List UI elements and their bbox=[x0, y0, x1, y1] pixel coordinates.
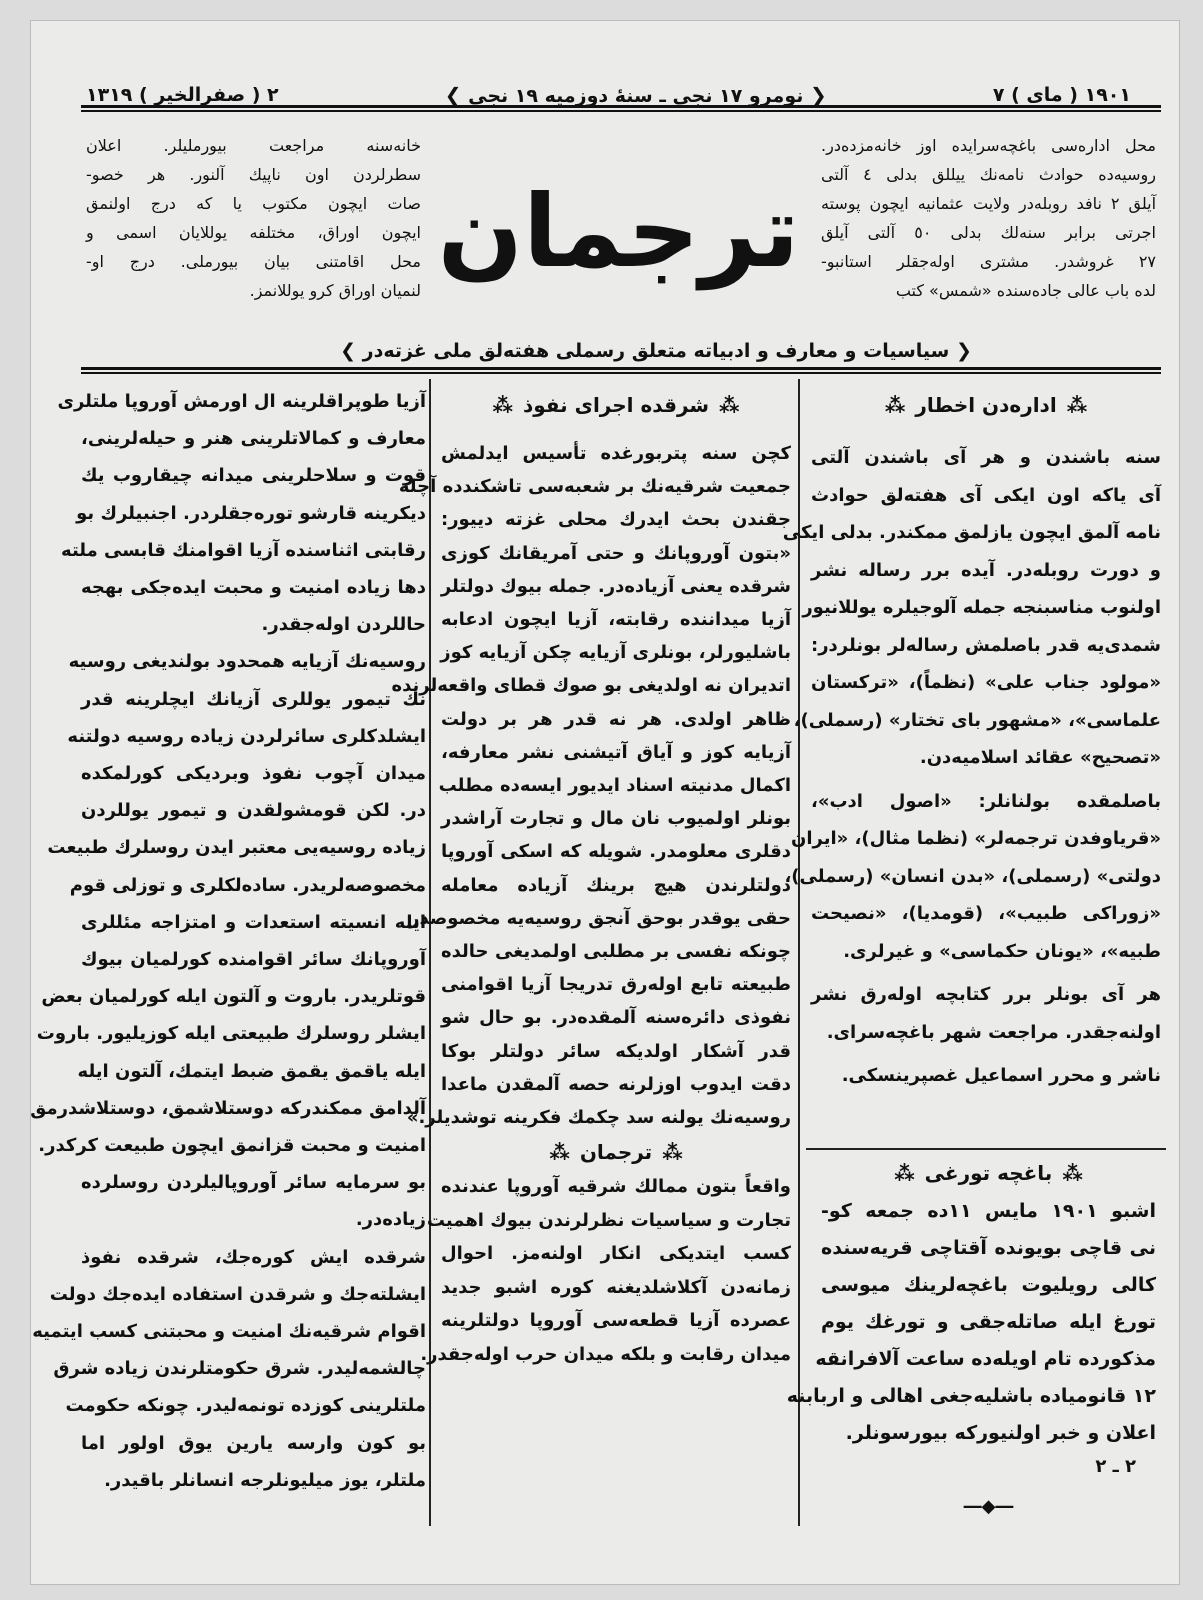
text-line: ۱۲ قانومیاده باشلیەجغی اهالی و اربابنه bbox=[786, 1385, 1156, 1407]
text-line: اکمال مدنیته اسناد ایدیور ایسەده مطلب bbox=[438, 775, 791, 797]
ornament-icon: ⁂ bbox=[884, 393, 906, 417]
auction-notice bbox=[786, 1161, 1156, 1517]
newspaper-page bbox=[30, 20, 1180, 1585]
text-line: زیاده روسیەیی معتبر ایدن روسلرك طبیعت bbox=[47, 837, 426, 859]
text-line: زیادەدر. bbox=[355, 1209, 426, 1231]
text-line: علماسی»، «مشهور بای تختار» (رسملی)، bbox=[793, 709, 1161, 731]
text-line: آزیا میداننده رقابته، آزیا ایچون ادعابه bbox=[441, 609, 791, 631]
section-heading: ⁂ باغچه تورغی ⁂ bbox=[894, 1161, 1083, 1185]
ornament-icon: ❮ bbox=[810, 83, 827, 107]
text-line: شرقده یعنی آزیادەدر. جمله بیوك دولتلر bbox=[440, 575, 791, 597]
text-line: شمدی‌یه قدر باصلمش رسالەلر بونلردر: bbox=[811, 634, 1161, 656]
double-rule bbox=[81, 105, 1161, 112]
text-line: اشبو ۱۹۰۱ مایس ۱۱ده جمعه کو- bbox=[821, 1200, 1156, 1222]
text-line: اولنوب مناسبنجه جمله آلوجیلره یوللانیور bbox=[802, 597, 1161, 618]
text-line: در. لکن قومشولقدن و تیمور یوللردن bbox=[81, 800, 426, 822]
text-line: جقندن بحث ایدرك محلی غزته دییور: bbox=[441, 509, 791, 531]
double-rule bbox=[81, 367, 1161, 374]
text-line: نك تیمور یوللری آزیانك ایچلرینه قدر bbox=[81, 688, 426, 710]
text-line: دقت ایدوب اوزلرنه حصه آلمقدن ماعدا bbox=[441, 1073, 791, 1095]
section-heading: ⁂ ادارەدن اخطار ⁂ bbox=[884, 393, 1088, 417]
section-subheading: ⁂ ترجمان ⁂ bbox=[549, 1140, 683, 1165]
text-line: اقوام شرقیەنك امنیت و محبتنی کسب ایتمیه bbox=[32, 1321, 426, 1343]
text-line: میدان رقابت و بلکه میدان حرب اولەجقدر. bbox=[420, 1343, 791, 1365]
text-line: ملتلرینی کوزده تونمەلیدر. چونکه حکومت bbox=[65, 1395, 426, 1417]
text-line: اعلان و خبر اولنیورکه بیورسونلر. bbox=[845, 1422, 1156, 1444]
advertising-info bbox=[86, 131, 421, 305]
text-line: ظاهر اولدی. هر نه قدر هر بر دولت bbox=[441, 708, 791, 730]
text-line: امنیت و محبت قزانمق ایچون طبیعت کرکدر. bbox=[38, 1135, 426, 1157]
text-line: بو کون وارسه یارین یوق اولور اما bbox=[81, 1432, 426, 1454]
text-line: «مولود جناب علی» (نظماً)، «ترکستان bbox=[811, 672, 1161, 693]
text-line: واقعاً بتون ممالك شرقیه آوروپا عندنده bbox=[441, 1176, 791, 1198]
text-line: دها زیاده امنیت و محبت ایدەجکی بهجه bbox=[81, 577, 426, 599]
text-line: «زوراکی طبیب»، (قومدیا)، «نصیحت bbox=[811, 903, 1161, 924]
end-ornament: ―◆― bbox=[963, 1496, 1014, 1517]
text-line: ایشلدکلری سائرلردن زیاده روسیه دولتنه bbox=[67, 725, 426, 747]
text-line: بونلر اولمیوب نان مال و تجارت آراشدر bbox=[441, 808, 791, 830]
text-line: خانەسنه مراجعت بیورملیلر. اعلان bbox=[86, 136, 421, 155]
text-line: طبیعته تابع اولەرق تدریجا آزیا اقوامنی bbox=[441, 974, 791, 996]
section-heading: ⁂ شرقده اجرای نفوذ ⁂ bbox=[492, 393, 740, 417]
text-line: مذکورده تام اویلەده ساعت آلافرانقه bbox=[815, 1348, 1156, 1370]
text-line: محل ادارەسی باغچەسرایده اوز خانەمزدەدر. bbox=[821, 136, 1156, 155]
text-line: «تصحیح» عقائد اسلامیەدن. bbox=[919, 747, 1161, 768]
text-line: قوتلریدر. باروت و آلتون ایله کورلمیان بعض bbox=[41, 986, 426, 1008]
text-line: اجرتی برابر سنەلك بدلی ٥٠ آلتی آیلق bbox=[821, 223, 1156, 242]
text-line: قدر آشکار اولدیکه سائر دولتلر بوکا bbox=[441, 1040, 791, 1062]
text-line: ایله انسیته استعدات و امتزاجه مئللری bbox=[81, 911, 426, 933]
issue-number: ❮ نومرو ۱۷ نجی ـ سنهٔ دوزمیه ۱۹ نجی ❯ bbox=[444, 83, 827, 107]
text-line: کسب ایتدیکی انکار اولنەمز. احوال bbox=[441, 1243, 791, 1265]
text-line: ۲۷ غروشدر. مشتری اولەجقلر استانبو- bbox=[821, 252, 1156, 271]
text-line: کچن سنه پتربورغده تأسیس ایدلمش bbox=[441, 443, 791, 464]
text-line: ایله یاقمق یقمق ضبط ایتمك، آلتون ایله bbox=[77, 1060, 426, 1082]
masthead-logo: ترجمان bbox=[437, 172, 800, 290]
text-line: سطرلردن اون ناپیك آلنور. هر خصو- bbox=[86, 165, 421, 184]
text-line: آیلق ۲ نافد روبلەدر ولایت عثمانیه ایچون پوسته bbox=[821, 194, 1157, 213]
right-column bbox=[782, 393, 1161, 1095]
left-column bbox=[30, 383, 426, 1499]
text-line: دقلری معلومدر. شویله که اسکی آوروپا bbox=[441, 841, 791, 863]
text-line: ملتلر، یوز میلیونلرجه انسانلر باقیدر. bbox=[104, 1469, 426, 1491]
text-line: صات ایچون مکتوب یا که درج اولنمق bbox=[86, 194, 421, 213]
text-line: ایشلتەجك و شرقدن استفاده ایدەجك دولت bbox=[49, 1283, 426, 1305]
text-line: نی قاچی بویونده آقتاچی قریەسنده bbox=[821, 1237, 1156, 1259]
text-line: تجارت و سیاسیات نظرلرندن بیوك اهمیت bbox=[426, 1209, 791, 1231]
ornament-icon: ⁂ bbox=[549, 1140, 570, 1165]
text-line: تورغ ایله صاتلەجقی و تورغك یوم bbox=[821, 1311, 1156, 1333]
text-line: ایچون اوراق، مختلفه یوللایان اسمی و bbox=[86, 223, 421, 242]
date-hijri: ۲ ( صفرالخیر ) ۱۳۱۹ bbox=[86, 84, 279, 106]
text-line: روسیەنك آزیایه همحدود بولندیغی روسیه bbox=[68, 651, 426, 673]
text-line: میدان آچوب نفوذ وبردیکی کورلمکده bbox=[81, 763, 426, 785]
text-line: مخصوصەلریدر. سادەلکلری و توزلی قوم bbox=[69, 874, 426, 896]
text-line: عصرده آزیا قطعەسی آوروپا دولتلرینه bbox=[441, 1310, 791, 1332]
text-line: شرقده ایش کورەجك، شرقده نفوذ bbox=[81, 1246, 426, 1268]
text-line: و دورت روبلەدر. آیده برر رساله نشر bbox=[811, 559, 1161, 581]
ornament-icon: ⁂ bbox=[719, 393, 740, 417]
text-line: چالشمەلیدر. شرق حکومتلرندن زیاده شرق bbox=[53, 1358, 426, 1380]
text-line: سنه باشندن و هر آی باشندن آلتی bbox=[811, 447, 1161, 468]
text-line: کالی رویلیوت باغچەلرینك میوسی bbox=[821, 1274, 1156, 1296]
ornament-icon: ❯ bbox=[444, 83, 462, 107]
text-line: حاللردن اولەجقدر. bbox=[261, 614, 426, 636]
text-line: روسیەده حوادث نامەنك ییللق بدلی ٤ آلتی bbox=[821, 165, 1156, 184]
date-gregorian: ۱۹۰۱ ( مای ) ۷ bbox=[992, 84, 1131, 106]
text-line: لده باب عالی جادەسنده «شمس» کتب bbox=[895, 281, 1156, 300]
text-line: آزیا طوپراقلرینه ال اورمش آوروپا ملتلری bbox=[57, 391, 426, 412]
text-line: لنمیان اوراق کرو یوللانمز. bbox=[249, 281, 421, 300]
text-line: ناشر و محرر اسماعیل غصپرینسکی. bbox=[841, 1065, 1161, 1086]
text-line: جمعیت شرقیەنك بر شعبەسی تاشکندده آچله bbox=[398, 476, 791, 498]
text-line: حقی یوقدر بوحق آنجق روسیەیه مخصوصدر bbox=[409, 907, 791, 929]
section-divider bbox=[806, 1148, 1166, 1150]
notice-number: ۲ ـ ۲ bbox=[1095, 1456, 1136, 1477]
text-line: «قریاوفدن ترجمەلر» (نظما مثال)، «ایران bbox=[791, 828, 1161, 849]
text-line: باصلمقده بولنانلر: «اصول ادب»، bbox=[811, 790, 1161, 812]
text-line: اتدیران نه اولدیغی بو صوك قطای واقعەلرنده bbox=[391, 675, 791, 697]
text-line: آزیایه کوز و آیاق آتیشنی نشر معارفه، bbox=[441, 741, 791, 763]
text-line: دولتی» (رسملی)، «بدن انسان» (رسملی)، bbox=[784, 865, 1161, 887]
text-line: نامه آلمق ایچون یازلمق ممکندر. بدلی ایکی bbox=[782, 522, 1161, 543]
text-line: ایشلر روسلرك طبیعتی ایله کوزیلیور. باروت bbox=[36, 1023, 426, 1045]
text-line: معارف و کمالاتلرینی هنر و حیلەلرینی، bbox=[81, 428, 426, 450]
text-line: بو سرمایه سائر آوروپالیلردن روسلرده bbox=[81, 1172, 426, 1194]
text-line: هر آی بونلر برر کتابچه اولەرق نشر bbox=[811, 984, 1161, 1005]
ornament-icon: ❯ bbox=[340, 340, 357, 362]
subscription-info bbox=[821, 131, 1156, 305]
text-line: طبیه»، «یونان حکماسی» و غیرلری. bbox=[843, 940, 1161, 962]
text-line: آی یاکه اون ایکی آی هفتەلق حوادث bbox=[811, 484, 1161, 506]
masthead-subtitle: ❮ سیاسیات و معارف و ادبیاته متعلق رسملی هفتەلق ملی غزتەدر ❯ bbox=[340, 340, 972, 362]
text-line: دیکرینه قارشو تورەجقلردر. اجنبیلرك بو bbox=[76, 502, 426, 524]
ornament-icon: ❮ bbox=[955, 340, 972, 362]
text-line: آوروپانك سائر اقوامنده کورلمیان بیوك bbox=[81, 949, 426, 971]
ornament-icon: ⁂ bbox=[894, 1161, 915, 1185]
ornament-icon: ⁂ bbox=[1066, 393, 1088, 417]
text-line: نفوذی دائرەسنه آلمقدەدر. بو حال شو bbox=[441, 1007, 791, 1029]
text-line: اولنەجقدر. مراجعت شهر باغچەسرای. bbox=[826, 1021, 1161, 1043]
text-line: زمانەدن آکلاشلدیغنه کوره اشبو جدید bbox=[441, 1276, 791, 1298]
ornament-icon: ⁂ bbox=[662, 1140, 683, 1165]
text-line: باشلیورلر، بونلری آزیایه چکن آزیایه کوز bbox=[440, 642, 791, 664]
text-line: چونکه نفسی بر مطلبی اولمدیغی حالده bbox=[441, 941, 791, 963]
ornament-icon: ⁂ bbox=[1062, 1161, 1083, 1185]
middle-column bbox=[391, 393, 791, 1371]
text-line: آلدامق ممکندرکه دوستلاشمق، دوستلاشدرمق bbox=[30, 1097, 426, 1119]
text-line: دولتلرندن هیچ برینك آزیاده معامله bbox=[441, 874, 791, 896]
text-line: «بتون آوروپانك و حتی آمریقانك کوزی bbox=[441, 542, 791, 564]
text-line: محل اقامتنی بیان بیورملی. درج او- bbox=[86, 252, 421, 271]
text-line: قوت و سلاحلرینی میدانه چیقاروب یك bbox=[81, 465, 426, 487]
text-line: رقابتی اثناسنده آزیا اقوامنك قابسی ملته bbox=[61, 539, 426, 561]
text-line: روسیەنك یولنه سد چکمك فکرینه توشدیلر.» bbox=[406, 1107, 791, 1129]
ornament-icon: ⁂ bbox=[492, 393, 513, 417]
